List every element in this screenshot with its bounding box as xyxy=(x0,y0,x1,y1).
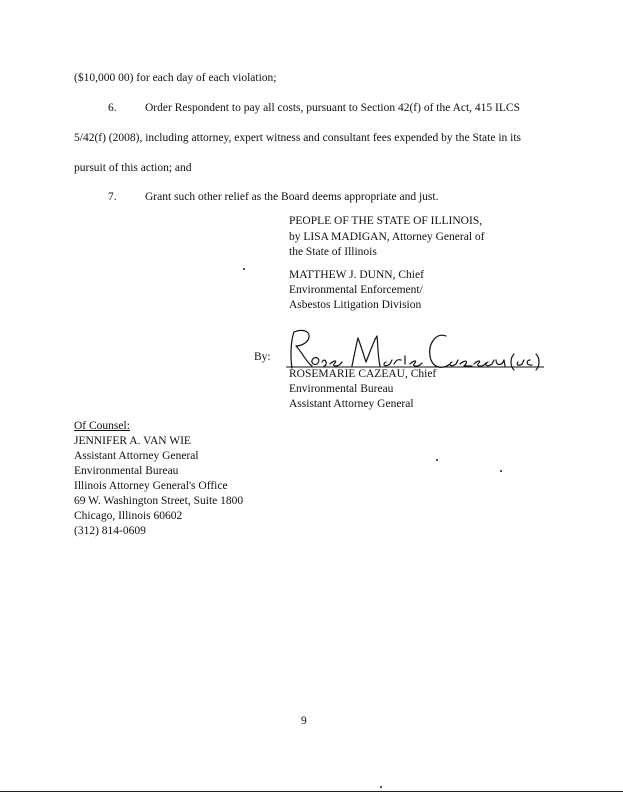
scan-edge-line xyxy=(0,791,623,792)
chief-line-1: MATTHEW J. DUNN, Chief xyxy=(289,269,424,281)
page-number: 9 xyxy=(301,715,307,727)
of-counsel-heading: Of Counsel: xyxy=(74,420,130,432)
item-6-line-3: pursuit of this action; and xyxy=(74,162,192,174)
signer-line-2: Environmental Bureau xyxy=(289,383,394,395)
scan-speck xyxy=(380,786,382,788)
chief-line-3: Asbestos Litigation Division xyxy=(289,299,422,311)
signer-line-3: Assistant Attorney General xyxy=(289,398,414,410)
scan-speck xyxy=(500,470,502,472)
item-7-line-1: Grant such other relief as the Board deems appropriate and just. xyxy=(145,191,439,203)
violation-line: ($10,000 00) for each day of each violation; xyxy=(74,72,277,84)
item-6-number: 6. xyxy=(108,102,117,114)
by-label: By: xyxy=(254,351,271,363)
item-7-number: 7. xyxy=(108,191,117,203)
item-6-line-2: 5/42(f) (2008), including attorney, expert witness and consultant fees expended by the State in its xyxy=(74,132,522,144)
counsel-line-3: Environmental Bureau xyxy=(74,465,179,477)
people-line-3: the State of Illinois xyxy=(289,246,377,258)
counsel-line-1: JENNIFER A. VAN WIE xyxy=(74,435,191,447)
counsel-line-6: Chicago, Illinois 60602 xyxy=(74,510,183,522)
counsel-line-4: Illinois Attorney General's Office xyxy=(74,480,228,492)
people-line-1: PEOPLE OF THE STATE OF ILLINOIS, xyxy=(289,215,483,227)
signer-line-1: ROSEMARIE CAZEAU, Chief xyxy=(289,368,437,380)
people-line-2: by LISA MADIGAN, Attorney General of xyxy=(289,231,485,243)
scan-speck xyxy=(243,268,245,270)
chief-line-2: Environmental Enforcement/ xyxy=(289,284,423,296)
counsel-line-2: Assistant Attorney General xyxy=(74,450,199,462)
counsel-line-7: (312) 814-0609 xyxy=(74,525,146,537)
item-6-line-1: Order Respondent to pay all costs, pursuant to Section 42(f) of the Act, 415 ILCS xyxy=(145,102,520,114)
counsel-line-5: 69 W. Washington Street, Suite 1800 xyxy=(74,495,244,507)
scan-speck xyxy=(436,459,438,461)
